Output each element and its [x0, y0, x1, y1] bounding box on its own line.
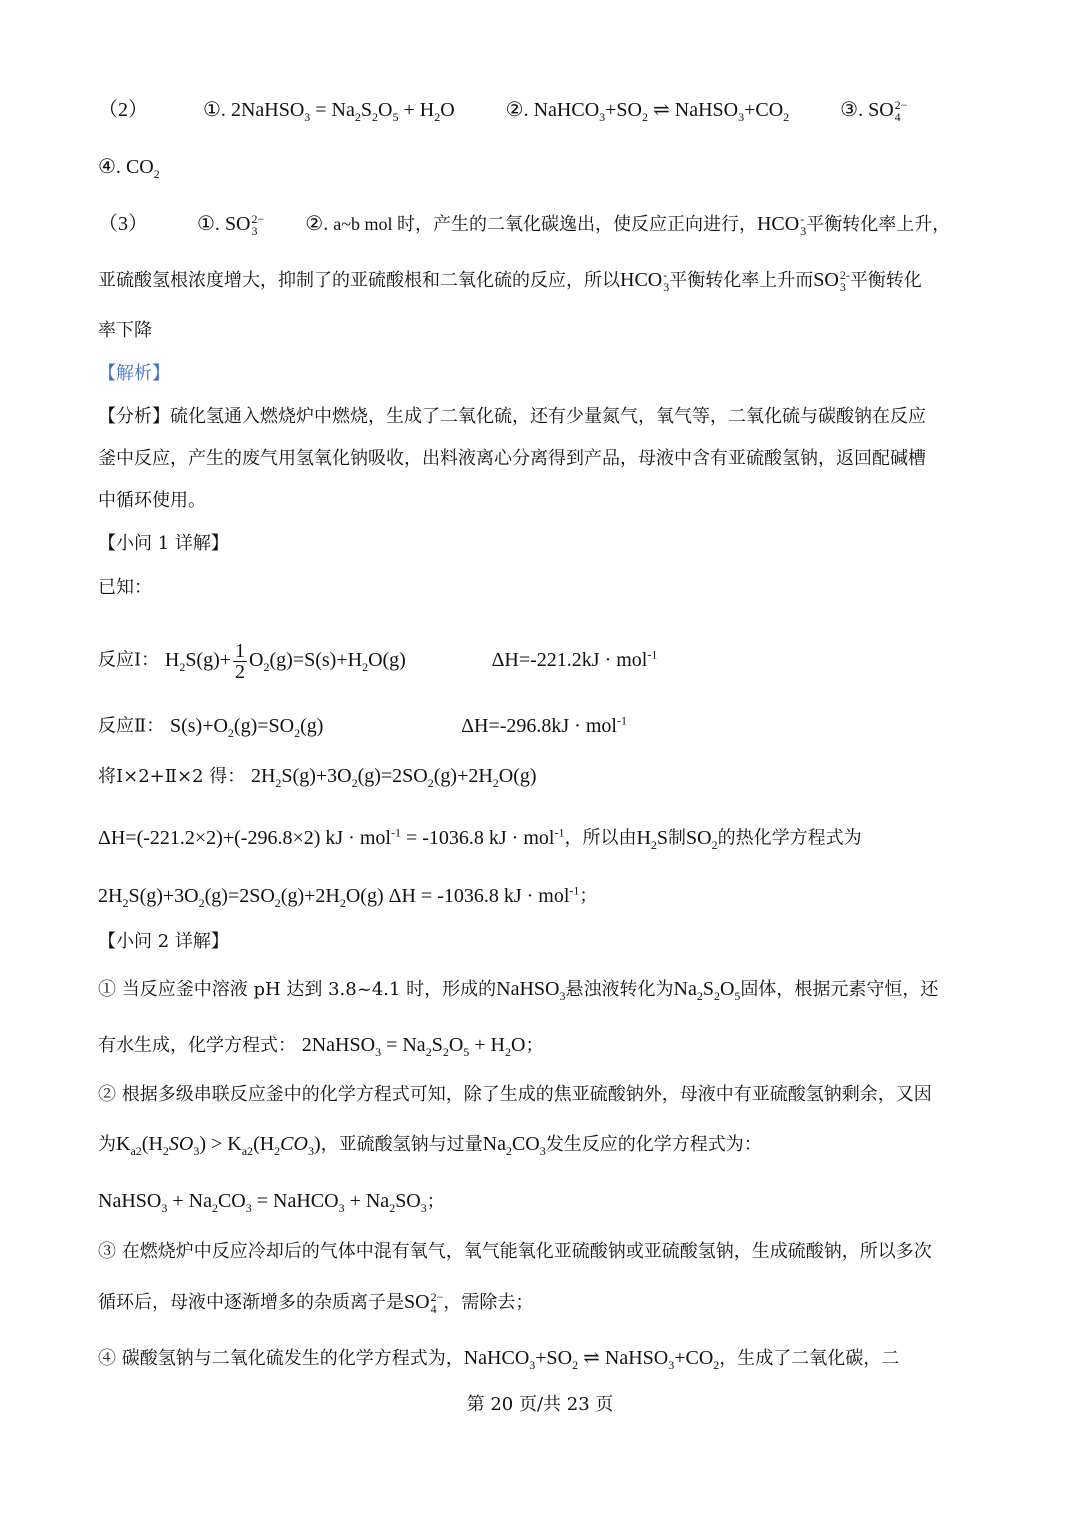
s2-1a: ① 当反应釜中溶液 pH 达到 3.8~4.1 时，形成的	[98, 979, 497, 1000]
answer-q3-line3	[98, 317, 982, 345]
q3-mark2: ②.	[305, 213, 329, 235]
combine-line	[98, 762, 982, 797]
q3-text6: 率下降	[98, 320, 152, 341]
q2-mark2: ②.	[505, 99, 529, 121]
s2-3c: ，需除去；	[443, 1292, 534, 1313]
dh-calculation: ΔH=(-221.2×2)+(-296.8×2) kJ · mol$^{-1}$ = -1036.8 kJ · mol$^{-1}$	[98, 825, 565, 849]
ion-so3: SO 2− 3	[224, 212, 265, 239]
reaction-2-label: 反应Ⅱ：	[98, 715, 165, 737]
reaction-2-dh: ΔH=-296.8kJ · mol$^{-1}$	[461, 713, 627, 737]
combined-equation: $2H_2S(g)+3O_2(g)=2SO_2(g)+2H_2O(g)$	[250, 765, 537, 790]
eq-nahco3-so2-b: $NaHCO_3+SO_2$ ⇌ $NaHSO_3+CO_2$	[463, 1347, 720, 1372]
dh-tail1: ，所以由	[564, 827, 637, 849]
q2-mark1: ①.	[203, 99, 226, 121]
s2-1d: 有水生成，化学方程式：	[98, 1035, 296, 1056]
eq-2nahso3: 2NaHSO$_3$ = $Na_2S_2O_5 + H_2O$	[230, 99, 455, 124]
answer-q3-line2	[98, 266, 982, 295]
ion-so3-2: SO 2- 3	[813, 268, 850, 295]
q2-mark4: ④.	[98, 156, 121, 178]
reaction-2-equation: $S(s)+O_2(g)=SO_2(g)$	[169, 714, 324, 740]
ion-so4: SO 2− 4	[868, 98, 908, 125]
reaction-1	[98, 634, 982, 687]
subquestion-1-heading: 【小问 1 详解】	[98, 533, 229, 554]
s2-4a: ④ 碳酸氢钠与二氧化硫发生的化学方程式为，	[98, 1348, 464, 1369]
semi-1: ；	[525, 1035, 544, 1056]
final-equation: $2H_2S(g)+3O_2(g)=2SO_2(g)+2H_2O(g) \Delta H = -1036.8$ kJ · mol$^{-1}$	[98, 883, 580, 910]
eq-nahso3-na2co3: NaHSO$_3$ + $Na_2CO_3$ = NaHCO$_3$ + $Na_2SO_3$	[98, 1190, 427, 1215]
s2-item1-line2	[98, 1031, 982, 1066]
s2-item3-line2	[98, 1288, 982, 1317]
formula-na2s2o5: $Na_2S_2O_5$	[673, 978, 741, 1003]
s2-item2-line1: ② 根据多级串联反应釜中的化学方程式可知，除了生成的焦亚硫酸钠外，母液中有亚硫酸氢钠剩余，又因	[98, 1084, 932, 1105]
combine-label: 将Ⅰ×2+Ⅱ×2 得：	[98, 766, 246, 787]
ion-hco3: HCO - 3	[756, 212, 807, 239]
formula-h2s: $H_2S$	[636, 826, 669, 852]
ka-comparison: $K_{a2}(H_2SO_3) > K_{a2}(H_2CO_3)$	[116, 1133, 321, 1158]
subquestion-2-heading: 【小问 2 详解】	[98, 931, 229, 952]
formula-co2: $CO_2$	[125, 156, 160, 181]
s2-2d: 发生反应的化学方程式为：	[545, 1134, 762, 1155]
q3-mark1: ①.	[197, 213, 220, 235]
q3-text5: 平衡转化	[849, 270, 922, 291]
s2-1b: 悬浊液转化为	[565, 979, 674, 1000]
semi-2: ；	[426, 1191, 445, 1212]
known-label: 已知：	[98, 577, 152, 598]
s2-4b: ，生成了二氧化碳，二	[719, 1348, 900, 1369]
eq-2nahso3-b: 2NaHSO$_3$ = $Na_2S_2O_5 + H_2O$	[301, 1034, 526, 1059]
dh-calculation-line	[98, 818, 982, 859]
formula-na2co3: $Na_2CO_3$	[482, 1133, 546, 1158]
page-footer: 第 20 页/共 23 页	[466, 1394, 614, 1415]
reaction-1-dh: ΔH=-221.2kJ · mol$^{-1}$	[491, 647, 658, 671]
q3-label: （3）	[98, 213, 148, 235]
final-thermo-equation	[98, 876, 982, 917]
s2-item2-line2	[98, 1130, 982, 1165]
answer-q3-line1	[98, 210, 982, 238]
answer-q2-line	[98, 96, 982, 131]
q3-text4: 平衡转化率上升而	[669, 270, 814, 291]
q2-label: （2）	[98, 99, 148, 121]
ion-hco3-2: HCO - 3	[620, 268, 670, 295]
s2-2c: ，亚硫酸氢钠与过量	[320, 1134, 483, 1155]
s2-item1-line1	[98, 975, 982, 1010]
eq-nahco3-so2: $NaHCO_3+SO_2$ ⇌ $NaHSO_3+CO_2$	[533, 99, 790, 124]
s2-1c: 固体，根据元素守恒，还	[740, 979, 939, 1000]
reaction-1-equation: $H_2S(g)+$ $\frac{1}{2}$ $O_2(g)=S(s)+H_2O(g)$	[164, 639, 406, 683]
q3-text1: a~b mol 时，产生的二氧化碳逸出，使反应正向进行，	[333, 214, 757, 234]
analysis-label: 【解析】	[98, 363, 170, 384]
q3-text3: 亚硫酸氢根浓度增大，抑制了的亚硫酸根和二氧化硫的反应，所以	[98, 270, 620, 291]
q2-mark3: ③.	[840, 99, 864, 121]
reaction-2	[98, 706, 982, 747]
formula-nahso3: NaHSO$_3$	[496, 978, 566, 1003]
dh-tail2: 制	[668, 827, 687, 849]
s2-2b: 为	[98, 1134, 116, 1155]
formula-so2: $SO_2$	[686, 826, 718, 852]
s2-item4-line1	[98, 1344, 982, 1379]
s2-item2-line3	[98, 1187, 982, 1222]
final-end: ；	[579, 885, 598, 907]
analysis-p2: 釜中反应，产生的废气用氢氧化钠吸收，出料液离心分离得到产品，母液中含有亚硫酸氢钠，返回配碱槽	[98, 448, 926, 469]
answer-q2-line2	[98, 153, 982, 188]
q3-text2: 平衡转化率上升，	[806, 214, 951, 234]
dh-tail3: 的热化学方程式为	[717, 827, 862, 849]
reaction-1-label: 反应Ⅰ：	[98, 649, 160, 671]
s2-item3-line1: ③ 在燃烧炉中反应冷却后的气体中混有氧气，氧气能氧化亚硫酸钠或亚硫酸氢钠，生成硫酸钠，所以多次	[98, 1241, 932, 1262]
ion-so4-b: SO 2− 4	[404, 1290, 444, 1317]
s2-3b: 循环后，母液中逐渐增多的杂质离子是	[98, 1292, 404, 1313]
analysis-p3: 中循环使用。	[98, 490, 206, 511]
analysis-p1: 【分析】硫化氢通入燃烧炉中燃烧，生成了二氧化硫，还有少量氮气，氧气等，二氧化硫与碳酸钠在反应	[98, 406, 926, 427]
